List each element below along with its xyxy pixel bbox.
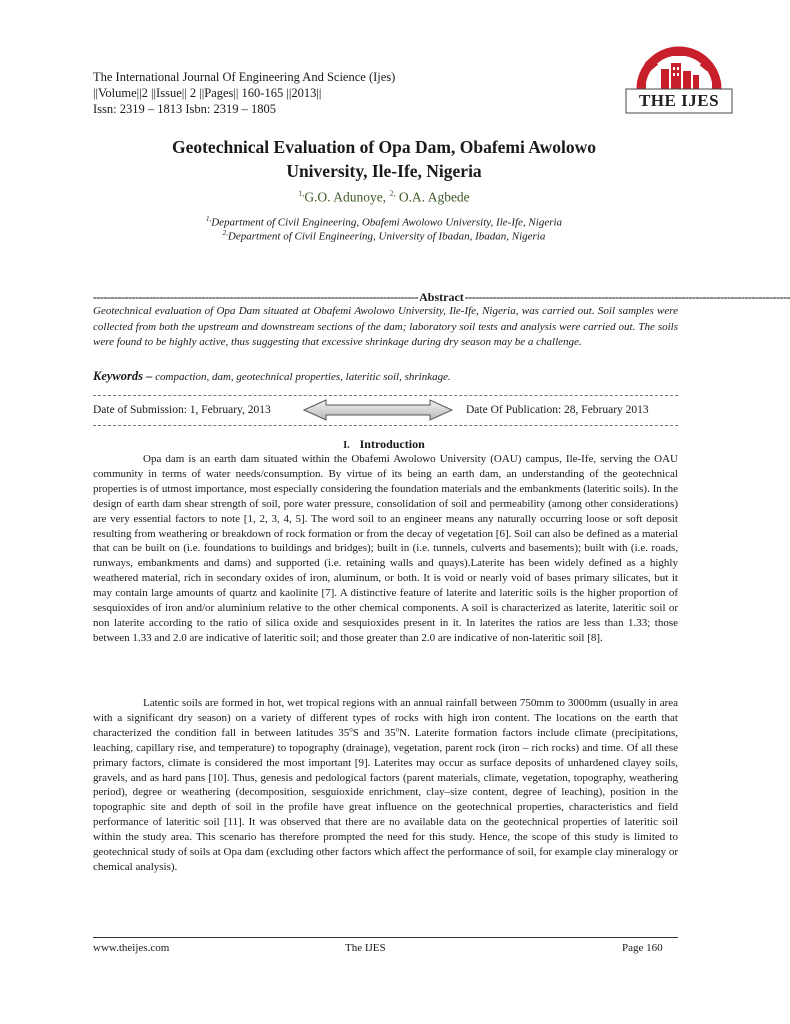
authors <box>40 189 728 206</box>
aff2-sup: 2, <box>222 229 228 237</box>
keywords-list: compaction, dam, geotechnical properties, lateritic soil, shrinkage. <box>152 371 451 383</box>
para2-part-b: S and 35 <box>352 726 396 739</box>
divider-top <box>93 395 678 396</box>
section-title: Introduction <box>359 437 425 451</box>
date-publication: Date Of Publication: 28, February 2013 <box>466 404 649 416</box>
dash-left: --------------------------------------------------------------------------------------------- <box>93 290 419 304</box>
aff1-sup: 1, <box>205 215 212 223</box>
double-arrow-icon <box>302 398 454 422</box>
volume-line: ||Volume||2 ||Issue|| 2 ||Pages|| 160-165 ||2013|| <box>93 86 322 100</box>
intro-paragraph-1: Opa dam is an earth dam situated within the Obafemi Awolowo University (OAU) campus, Ile-Ife, serving the OAU community in terms of water needs/consumption. By virtue of its being an earth dam, an understanding of the geotechnical properties is of utmost importance, most especially considering the foundation materials and the embankments (lateritic soils). In the design of earth dam shear strength of soil, pore water pressure, consolidation of soil and permeability (among other considerations) are very essential factors to note [1, 2, 3, 4, 5]. The word soil to an engineer means any naturally occurring loose or soft deposit resulting from weathering or breakdown of rock formation or from the decay of vegetation [6]. Soil can also be defined as a material that can be built on (i.e. foundations to buildings and bridges); built in (i.e. tunnels, culverts and basements); built with (i.e. roads, runways, embankments and dams) and supported (i.e. retaining walls and quays).Laterite has been widely defined as a highly weathered material, rich in secondary oxides of iron, aluminum, or both. It is void or nearly void of bases primary silicates, but it may contain large amounts of quartz and kaolinite [7]. A distinctive feature of laterite and lateritic soils is the higher proportion of sesquioxides of iron and/or aluminium relative to the other chemical components. A soil is characterized as laterite, lateritic soil or non laterite according to the ratio of silica oxide and sesquioxides present in it. In laterites the ratios are less than 1.33; those between 1.33 and 2.0 are indicative of lateritic soil; and those greater than 2.0 are indicative of non-lateritic soil [8]. <box>93 453 678 644</box>
aff2-text: Department of Civil Engineering, University of Ibadan, Ibadan, Nigeria <box>227 230 546 243</box>
section-heading <box>40 437 728 452</box>
journal-logo <box>625 45 733 115</box>
footer-rule <box>93 937 678 938</box>
keywords <box>93 369 678 384</box>
footer-website: www.theijes.com <box>93 942 170 954</box>
divider-bottom <box>93 425 678 426</box>
abstract-heading-rule <box>93 290 790 305</box>
footer-journal: The IJES <box>345 942 386 954</box>
author1: G.O. Adunoye, <box>304 189 390 205</box>
degree-sup-1: o <box>349 725 353 734</box>
abstract-heading: Abstract <box>419 290 464 304</box>
aff1-text: Department of Civil Engineering, Obafemi Awolowo University, Ile-Ife, Nigeria <box>211 216 563 229</box>
author1-sup: 1, <box>298 189 305 198</box>
date-submission: Date of Submission: 1, February, 2013 <box>93 404 271 416</box>
paper-title-line1: Geotechnical Evaluation of Opa Dam, Obafemi Awolowo <box>171 137 597 157</box>
degree-sup-2: o <box>395 725 400 734</box>
section-number: I. <box>343 440 350 451</box>
dash-right: --------------------------------------------------------------------------------------------- <box>464 290 790 304</box>
author2-sup: 2, <box>389 189 396 198</box>
logo-text: THE IJES <box>638 91 720 110</box>
para2-part-c: N. Laterite formation factors include climate (precipitations, leaching, capillary rise, and temperature) to topography (drainage), vegetation, parent rock (iron – rich rocks) and time. Of all these primary factors, climate is considered the most important [9]. Laterites may occur as surface deposits of unhardened clayey soils, gravels, and as hard pans [10]. Thus, genesis and pedological factors (parent materials, climate, vegetation, topography, weathering period), degree or weathering (decomposition, sesguioxide enrichment, clay–size content, degree of leaching), position in the topographic site and depth of soil in the profile have great influence on the geotechnical properties, characteristics and field performance of lateritic soil [11]. It was observed that there are no available data on the geotechnical properties of lateritic soil within the study area. This scenario has therefore prompted the need for this study. Hence, the scope of this study is limited to geotechnical study of soils at Opa dam (excluding other factors which affect the performance of soil, for example clay mineralogy or chemical analysis). <box>93 726 678 873</box>
affiliation-2 <box>40 226 728 244</box>
para2-part-a: Latentic soils are formed in hot, wet tropical regions with an annual rainfall between 750mm to 3000mm (usually in area with a significant dry season) on a variety of different types of rocks with high iron content. The locations on the earth that characterized the condition fall in between latitudes 35 <box>93 697 678 739</box>
footer-page: Page 160 <box>622 942 663 954</box>
abstract-text: Geotechnical evaluation of Opa Dam situated at Obafemi Awolowo University, Ile-Ife, Nigeria, was carried out. Soil samples were collected from both the upstream and downstream sections of the dam; laboratory soil tests and analysis were carried out. The soils were found to be highly active, thus suggesting that excessive shrinkage during dry season may be a challenge. <box>93 305 678 348</box>
keywords-label: Keywords – <box>93 369 153 383</box>
author2: O.A. Agbede <box>395 189 470 205</box>
issn-line: Issn: 2319 – 1813 Isbn: 2319 – 1805 <box>93 102 276 116</box>
paper-title-line2: University, Ile-Ife, Nigeria <box>286 161 482 181</box>
intro-paragraph-2 <box>93 696 678 875</box>
journal-name: The International Journal Of Engineering And Science (Ijes) <box>93 70 396 84</box>
